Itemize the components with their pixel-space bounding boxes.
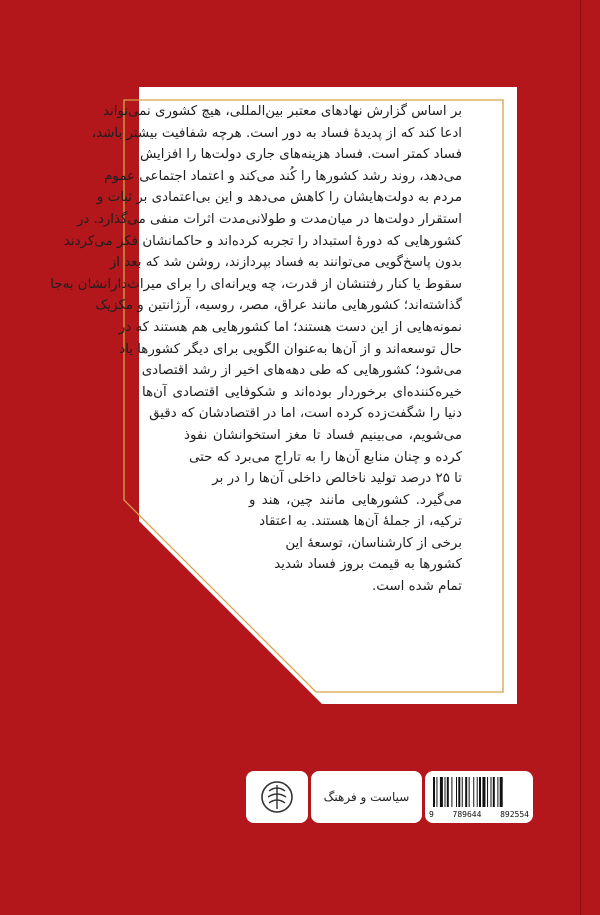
- barcode-digit-group: 892554: [500, 810, 529, 819]
- barcode-digit-group: 789644: [452, 810, 482, 819]
- blurb-line: نمونه‌هایی از این دست هستند؛ اما کشورهایی هم هستند که در: [118, 319, 462, 335]
- blurb-line: سقوط یا کنار رفتنشان از قدرت، چه ویرانه‌ای را برای میراث‌دارانشان به‌جا: [50, 276, 462, 292]
- blurb-line: فساد کمتر است. فساد هزینه‌های جاری دولت‌ها را افزایش: [139, 147, 462, 163]
- blurb-line: تمام شده است.: [372, 579, 462, 595]
- blurb-line: بدون پاسخ‌گویی می‌توانند به فساد بپردازند، روشن شد که بعد از: [109, 255, 462, 271]
- barcode-digits: [429, 810, 529, 819]
- blurb-line: خیره‌کننده‌ای برخوردار بوده‌اند و شکوفایی اقتصادی آن‌ها: [142, 384, 462, 400]
- barcode-bar: [491, 777, 492, 807]
- barcode-bar: [469, 777, 470, 807]
- blurb-line: کشورها به قیمت بروز فساد شدید: [274, 557, 462, 573]
- barcode-bar: [500, 777, 503, 807]
- barcode-bar: [436, 777, 437, 807]
- blurb-line: مردم به دولت‌هایشان را کاهش می‌دهد و این بی‌اعتمادی بر ثبات و: [96, 190, 462, 206]
- barcode-bar: [497, 777, 498, 807]
- barcode-bar: [479, 777, 481, 807]
- barcode-bar: [487, 777, 488, 807]
- barcode-bar: [462, 777, 463, 807]
- barcode-bar: [447, 777, 449, 807]
- blurb-line: استقرار دولت‌ها در میان‌مدت و طولانی‌مدت اثرات منفی می‌گذارد. در: [76, 211, 462, 227]
- barcode-bar: [482, 777, 485, 807]
- blurb-line: حال توسعه‌اند و از آن‌ها به‌عنوان الگویی برای دیگر کشورها یاد: [119, 341, 462, 357]
- series-label-box: [311, 771, 422, 823]
- blurb-line: ترکیه، از جملهٔ آن‌ها هستند. به اعتقاد: [259, 514, 462, 530]
- blurb-line: ادعا کند که از پدیدهٔ فساد به دور است. هرچه شفافیت بیشتر باشد،: [91, 125, 462, 141]
- blurb-line: برخی از کارشناسان، توسعهٔ این: [285, 535, 462, 551]
- blurb-line: می‌شویم، می‌بینیم فساد تا مغز استخوانشان نفوذ: [184, 427, 462, 443]
- barcode-bar: [440, 777, 443, 807]
- barcode-bar: [458, 777, 460, 807]
- barcode-bar: [456, 777, 457, 807]
- blurb-line: می‌دهد، روند رشد کشورها را کُند می‌کند و اعتماد اجتماعی عموم: [104, 168, 462, 184]
- publisher-logo-icon: [259, 779, 295, 815]
- blurb-line: کرده و چنان منابع آن‌ها را به تاراج می‌برد که حتی: [188, 449, 462, 465]
- blurb-line: گذاشته‌اند؛ کشورهایی مانند عراق، مصر، روسیه، آرژانتین و مکزیک: [95, 298, 462, 314]
- barcode-bar: [493, 777, 495, 807]
- blurb-line: می‌شود؛ کشورهایی که طی دهه‌های اخیر از رشد اقتصادی: [141, 363, 462, 379]
- barcode-digit-group: 9: [429, 810, 434, 819]
- barcode-bar: [445, 777, 446, 807]
- barcode-box: [425, 771, 533, 823]
- blurb-line: بر اساس گزارش نهادهای معتبر بین‌المللی، هیچ کشوری نمی‌تواند: [102, 104, 462, 119]
- blurb-line: تا ۲۵ درصد تولید ناخالص داخلی آن‌ها را در بر: [212, 471, 462, 487]
- blurb-line: دنیا را شگفت‌زده کرده است، اما در اقتصادشان که دقیق: [149, 406, 462, 422]
- blurb-line: می‌گیرد. کشورهایی مانند چین، هند و: [249, 492, 462, 508]
- barcode-bar: [477, 777, 478, 807]
- barcode-bar: [473, 777, 474, 807]
- barcode-bar: [433, 777, 435, 807]
- series-label: سیاست و فرهنگ: [323, 790, 410, 804]
- barcode-icon: [433, 777, 525, 807]
- blurb-line: کشورهایی که دورهٔ استبداد را تجربه کرده‌اند و حاکمانشان فکر می‌کردند: [63, 233, 462, 249]
- barcode-bar: [451, 777, 452, 807]
- barcode-bar: [465, 777, 467, 807]
- blurb-text: [50, 101, 462, 598]
- publisher-logo-box: [246, 771, 308, 823]
